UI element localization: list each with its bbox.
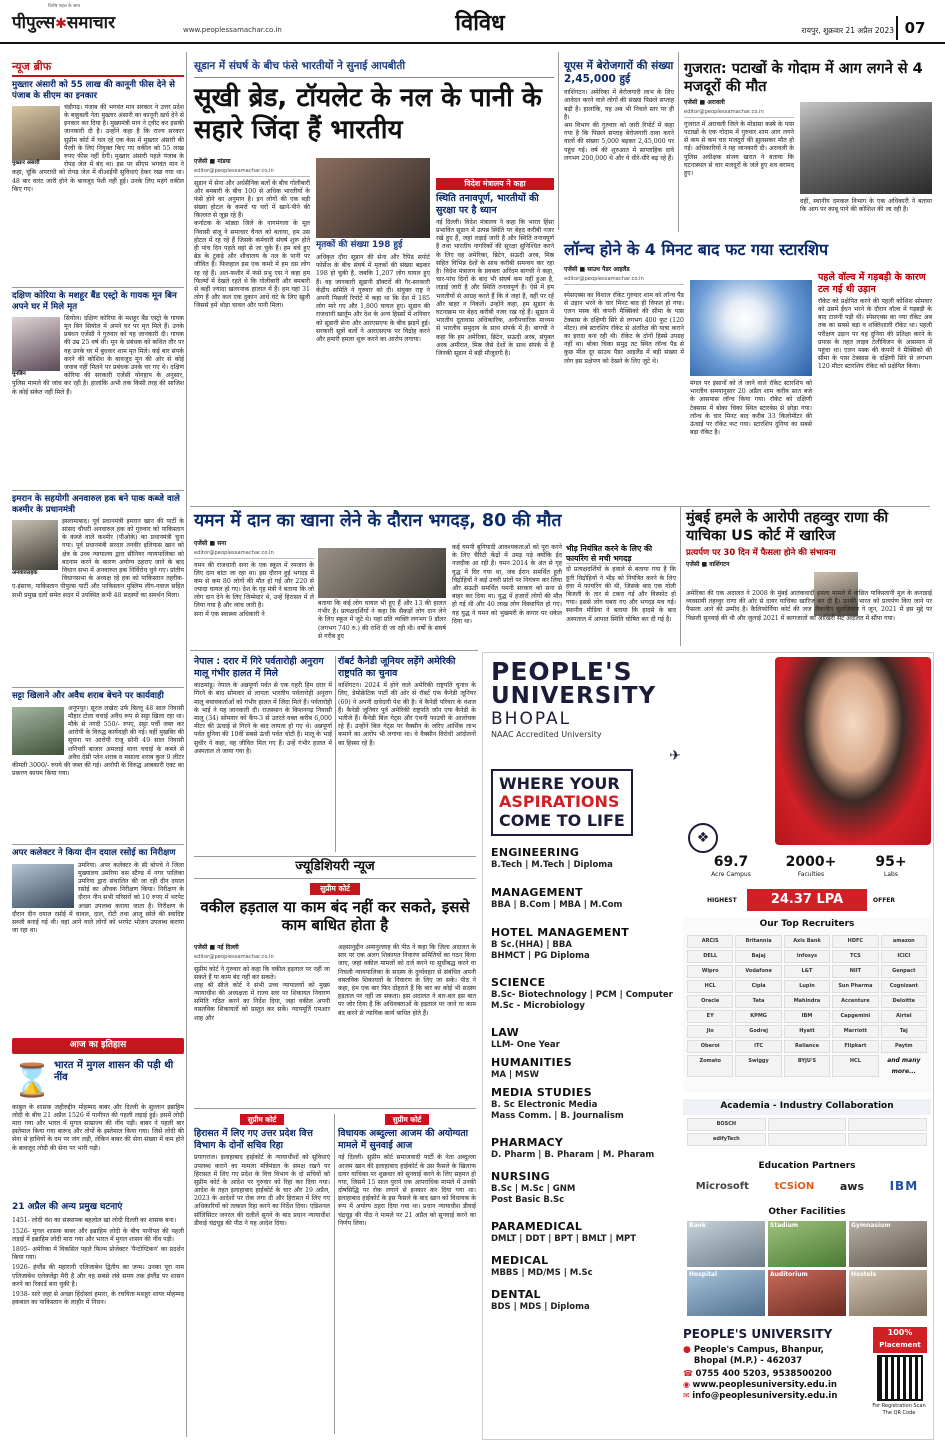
recruiter-logo: EY [687, 1010, 733, 1023]
newspaper-logo[interactable] [12, 4, 172, 40]
course-sub: BBA | B.Com | MBA | M.Com [491, 900, 623, 911]
facility-label: Stadium [770, 1221, 799, 1229]
starship-photo [690, 280, 812, 376]
ad-contact [683, 1327, 931, 1437]
recruiter-logo: Capgemini [832, 1010, 878, 1023]
ad-stats [693, 853, 931, 889]
satta-photo [12, 707, 64, 755]
judiciary-label: ज्यूडिशियरी न्यूज [194, 856, 476, 879]
placement-label: Placement [879, 1341, 921, 1349]
brief-item-moonbin[interactable] [12, 291, 184, 487]
recruiter-logo: Sun Pharma [832, 980, 878, 993]
sudan-story [194, 60, 554, 500]
history-headline[interactable]: भारत में मुगल शासन की पड़ी थी नींव [54, 1059, 174, 1084]
yemen-sub-text: दो प्रत्यक्षदर्शियों के हवाले से बताया गया है कि हूती विद्रोहियों ने भीड़ को नियंत्रित करने के लिए हवा में फायरिंग की थी, जिसके बाद एक गोली बिजली के तार से टकरा गई और विस्फोट हो गया। इससे लोग घबरा गए और भगदड़ मच गई। स्थानीय मीडिया ने बताया कि हादसे के बाद अस्पताल में आपात स्थिति घोषित कर दी गई है। [566, 566, 676, 623]
recruiter-logo: Wipro [687, 965, 733, 978]
sudan-photo [316, 158, 430, 238]
facility-label: Hospital [689, 1270, 718, 1278]
course-title: MEDICAL [491, 1253, 549, 1267]
collab-logo [848, 1118, 927, 1131]
facility-label: Bank [689, 1221, 706, 1229]
recruiter-logo: BYJU'S [784, 1055, 830, 1077]
sudan-kicker: सूडान में संघर्ष के बीच फंसे भारतीयों ने सुनाई आपबीती [194, 60, 554, 78]
brief-text: सियोल। दक्षिण कोरिया के मशहूर बैंड एस्ट्रो के गायक मून बिन सियोल में अपने घर पर मृत मिले हैं। उनके प्रबंधन एजेंसी ने गुरुवार को यह जानकारी दी। गायक की उम्र 25 वर्ष थी। मून के प्रबंधक को कथित तौर पर वह उनके घर में बुधवार शाम मृत मिले। कई बार संपर्क करने की कोशिश के बावजूद मून की ओर से कोई जवाब नहीं मिलने पर प्रबंधक उनके घर गए थे। दक्षिण कोरिया की सरकारी एजेंसी योनहाप के अनुसार, पुलिस मामले की जांच कर रही है। हालांकि अभी तक किसी तरह की साजिश के कोई संकेत नहीं मिले हैं। [12, 314, 184, 396]
starship-email[interactable]: editor@peoplessamachar.co.in [564, 276, 684, 285]
yemen-story [194, 510, 676, 648]
rana-text: अमेरिका की एक अदालत ने 2008 के मुंबई आतंकवादी हमला मामले में वांछित पाकिस्तानी मूल के कनाडाई व्यवसायी तहव्वुर राणा की ओर से दायर याचिका खारिज कर दी है। उनकी भारत को प्रत्यर्पण किए जाने पर फैसला आने की उम्मीद है। कैलिफोर्निया कोर्ट की जज जैकलीन चूलजियान ने जून, 2021 में इस मुद्दे पर पिछली सुनवाई की थी और जुलाई 2021 में कागजातों का आखिरी सेट अदालत में सौंपा गया। [686, 590, 932, 622]
sc2-tag: सुप्रीम कोर्ट [240, 1114, 285, 1125]
sudan-headline[interactable]: सूखी ब्रेड, टॉयलेट के नल के पानी के सहारे जिंदा हैं भारतीय [194, 82, 542, 146]
masthead [0, 0, 945, 44]
starship-byline: एजेंसी ■ साउथ पैडर आइलैंड [564, 266, 630, 273]
stat-label: Labs [884, 871, 898, 879]
collab-logo: edifyTech [687, 1133, 766, 1146]
nepal-story [194, 656, 332, 852]
offer-value: 24.37 LPA [747, 889, 867, 911]
nepal-headline[interactable]: नेपाल : दरार में गिरे पर्वतारोही अनुराग मालू गंभीर हालत में मिले [194, 656, 324, 679]
brief-headline[interactable]: मुख्तार अंसारी को 55 लाख की कानूनी फीस देने से पंजाब के सीएम का इनकार [12, 80, 175, 101]
placement-pct: 100% [887, 1328, 913, 1337]
logo-tagline: विशेष पहल के साथ [48, 4, 81, 9]
judiciary-col2: अहसानुद्दीन अमानुल्लाह की पीठ ने कहा कि जिला अदालत के स्तर पर एक अलग शिकायत निवारण समितियों का गठन किया जाए, जहां वकील मामलों को दर्ज करने या सूचीबद्ध करने या निचली न्यायपालिका के सदस्य के दुर्व्यवहार से संबंधित अपनी वास्तविक शिकायतों के निवारण के लिए जा सकें। पीठ ने कहा, हम एक बार फिर दोहराते हैं कि बार का कोई भी सदस्य हड़ताल पर नहीं जा सकता। इस अदालत ने बार-बार इस बात पर जोर दिया है कि अधिवक्ताओं के हड़ताल पर जाने या काम बंद करने से न्यायिक कार्य बाधित होते हैं। [338, 944, 476, 1017]
sc3-tag: सुप्रीम कोर्ट [385, 1114, 430, 1125]
judiciary-section [194, 856, 476, 1440]
moonbin-photo [12, 317, 60, 371]
news-brief-label: न्यूज ब्रीफ [12, 60, 184, 77]
partner-logo: tCSiON [774, 1181, 815, 1193]
many-more-label: and many more... [887, 1056, 921, 1075]
collab-logo [768, 1133, 847, 1146]
slogan-line3: COME TO LIFE [499, 810, 625, 830]
us-jobs-headline[interactable]: यूएस में बेरोजगारों की संख्या 2,45,000 हुई [564, 60, 674, 86]
facility-label: Hostels [851, 1270, 877, 1278]
placement-badge [873, 1327, 927, 1353]
photo-caption: मूनबिन [12, 370, 26, 377]
history-event: 1451- लोदी वंश का संस्थापक बहलोल खां लोदी दिल्ली का शासक बना। [12, 1217, 177, 1225]
course-item[interactable] [491, 886, 681, 926]
recruiter-logo: Zomato [687, 1055, 733, 1077]
recruiter-logo: Airtel [881, 1010, 927, 1023]
stat-value: 95+ [875, 854, 907, 870]
brief-headline[interactable]: दक्षिण कोरिया के मशहूर बैंड एस्ट्रो के गायक मून बिन अपने घर में मिले मृत [12, 291, 177, 312]
course-sub: MA | MSW [491, 1070, 540, 1081]
qr-note: For Registration Scan The QR Code [872, 1403, 926, 1416]
recruiter-logo: IBM [784, 1010, 830, 1023]
slogan-line1: WHERE YOUR [499, 773, 620, 793]
recruiter-logo: Reliance [784, 1040, 830, 1053]
sc3-story [338, 1114, 476, 1440]
recruiters-section [683, 917, 931, 1092]
brief-item-satta[interactable] [12, 691, 184, 841]
page-number: 07 [896, 16, 932, 40]
recruiter-logo: Mahindra [784, 995, 830, 1008]
recruiter-logo: Accenture [832, 995, 878, 1008]
course-sub: B.Tech | M.Tech | Diploma [491, 860, 613, 871]
starship-story [564, 240, 932, 502]
yemen-headline[interactable]: यमन में दान का खाना लेने के दौरान भगदड़, 80 की मौत [194, 511, 562, 531]
sc2-text: प्रयागराज। इलाहाबाद हाईकोर्ट के न्यायाधीशों को सुविधाएं उपलब्ध कराने का मामला मंत्रिमंडल के समक्ष रखने पर हिरासत में लिए गए प्रदेश के वित्त विभाग के दो सचिवों को सुप्रीम कोर्ट के आदेश पर गुरुवार को रिहा कर दिया गया। आदेश के तहत इलाहाबाद हाईकोर्ट के चार और 19 अप्रैल, 2023 के आदेशों पर रोक लगा दी और हिरासत में लिए गए अधिकारियों को तत्काल रिहा करने का निर्देश दिया। एडिशनल सॉलिसिटर जनरल की दलीलें सुनने के बाद प्रधान न्यायाधीश डीवाई चंद्रचूड़ की पीठ ने यह आदेश दिया। [194, 1154, 330, 1227]
university-seal-icon: ❖ [688, 823, 718, 853]
starship-sidebar [818, 272, 932, 500]
course-item[interactable] [491, 1220, 681, 1254]
logo-left: पीपुल्स [12, 13, 56, 33]
recruiter-logo: ICICI [881, 950, 927, 963]
recruiter-logo: Bajaj [735, 950, 781, 963]
starship-side-headline[interactable]: पहले वॉल्व में गड़बड़ी के कारण टल गई थी उड़ान [818, 272, 926, 295]
recruiter-logo: ARCIS [687, 935, 733, 948]
history-event: 1526- मुगल शासक बाबर और इब्राहिम लोदी के बीच पानीपत की पहली लड़ाई में इब्राहिम लोदी मारा गया और भारत में मुगल शासन की नींव पड़ी। [12, 1227, 184, 1243]
recruiter-logo: ITC [735, 1040, 781, 1053]
yemen-col1: यमन की राजधानी सना के एक स्कूल में रमजान के लिए दान बांटा जा रहा था। इस दौरान हुई भगदड़ में कम से कम 80 लोगों की मौत हो गई और 220 से ज्यादा घायल हो गए। देश के गृह मंत्री ने बताया कि जो लोग दान देने के लिए जिम्मेदार थे, उन्हें हिरासत में ले लिया गया है और जांच जारी है। सना में एक स्वास्थ्य अधिकारी ने [194, 561, 315, 618]
course-title: PARAMEDICAL [491, 1219, 583, 1233]
ad-phone[interactable]: 0755 400 5203, 9538500200 [695, 1368, 832, 1379]
course-title: NURSING [491, 1169, 550, 1183]
highest-offer-banner [707, 889, 915, 911]
recruiter-logo: Oberoi [687, 1040, 733, 1053]
ansari-photo [12, 106, 60, 160]
recruiter-logo: NIIT [832, 965, 878, 978]
brief-item-rasoi[interactable] [12, 848, 184, 998]
news-brief-column [12, 60, 184, 1033]
brief-item-ansari[interactable] [12, 80, 184, 284]
stat-label: Faculties [797, 871, 825, 879]
recruiter-grid [683, 933, 931, 1079]
section-title: विविध [455, 11, 505, 36]
course-item[interactable] [491, 1086, 681, 1136]
course-title: PHARMACY [491, 1135, 564, 1149]
recruiter-logo: Deloitte [881, 995, 927, 1008]
ad-naac: NAAC Accredited University [491, 730, 602, 740]
judiciary-headline[interactable]: वकील हड़ताल या काम बंद नहीं कर सकते, इससे काम बाधित होता है [200, 897, 470, 935]
gujarat-text2: वहीं, स्थानीय दमकल विभाग के एक अधिकारी ने बताया कि आग पर काबू पाने की कोशिश की जा रही है। [800, 198, 932, 214]
globe-icon: ◉ [683, 1379, 693, 1389]
hourglass-icon: ⌛ [12, 1060, 52, 1099]
recruiter-logo: Oracle [687, 995, 733, 1008]
recruiter-logo: Axis Bank [784, 935, 830, 948]
course-sub: B.Sc | M.Sc | GNM Post Basic B.Sc [491, 1184, 576, 1206]
brief-item-anwarul[interactable] [12, 494, 184, 684]
facility-tile [687, 1221, 765, 1267]
starship-col1: स्पेसएक्स का विशाल रॉकेट गुरुवार शाम को लॉन्च पैड से उड़ान भरने के चार मिनट बाद ही विफल हो गया। एलन मस्क की कंपनी मैक्सिको की सीमा के पास टेक्सास के दक्षिणी सिरे से लगभग 400 फुट (120 मीटर) लंबे स्टारशिप रॉकेट से अंतरिक्ष की यात्रा कराने का इरादा बना रही थी। रॉकेट के दोनों हिस्से उपग्रह नहीं था। बोका चिका समुद्र तट स्थित लॉन्च पैड से कुछ मील दूर साउथ पैडर आइलैंड में बड़ी संख्या में लोग इस प्रक्षेपण को देखने के लिए जुटे थे। [564, 292, 684, 365]
qr-code-icon[interactable] [879, 1357, 921, 1399]
address-line2: Bhopal (M.P.) - 462037 [693, 1355, 803, 1366]
recruiter-logo: TCS [832, 950, 878, 963]
course-item[interactable] [491, 1288, 681, 1322]
rana-byline: एजेंसी ■ वाशिंगटन [686, 561, 730, 569]
history-box [12, 1038, 184, 1438]
footer-name: PEOPLE'S UNIVERSITY [683, 1327, 833, 1341]
recruiter-logo: L&T [784, 965, 830, 978]
recruiter-logo: Lupin [784, 980, 830, 993]
sudan-photo-caption: मृतकों की संख्या 198 हुई [316, 240, 403, 250]
slogan-box [491, 769, 633, 836]
recruiter-logo: DELL [687, 950, 733, 963]
ad-name-line2: UNIVERSITY [491, 683, 657, 709]
course-title: DENTAL [491, 1287, 541, 1301]
gujarat-email[interactable]: editor@peoplessamachar.co.in [684, 109, 794, 118]
recruiter-logo: HCL [687, 980, 733, 993]
brief-headline[interactable]: सट्टा खिलाने और अवैध शराब बेचने पर कार्यवाही [12, 691, 164, 702]
judiciary-col1: सुप्रीम कोर्ट ने गुरुवार को कहा कि वकील हड़ताल पर नहीं जा सकते हैं या काम बंद नहीं कर सकते। शाह श्री सीजे कोर्ट ने सभी उच्च न्यायालयों को मुख्य न्यायाधीश की अध्यक्षता में राज्य स्तर पर शिकायत निवारण समिति गठित करने का निर्देश दिया, जहां वकील अपनी वास्तविक शिकायतों को प्रस्तुत कर सकें। न्यायमूर्ति एमआर शाह और [194, 965, 330, 1022]
rasoi-photo [12, 864, 74, 908]
yemen-photo [318, 548, 446, 598]
dateline: रायपुर, शुक्रवार 21 अप्रैल 2023 [801, 26, 894, 35]
history-events [12, 1217, 184, 1447]
ad-email[interactable]: info@peoplesuniversity.edu.in [692, 1390, 838, 1401]
history-label: आज का इतिहास [12, 1038, 184, 1054]
recruiter-logo: Godrej [735, 1025, 781, 1038]
course-item[interactable] [491, 1170, 681, 1220]
course-sub: LLM- One Year [491, 1040, 560, 1051]
recruiter-logo: Genpact [881, 965, 927, 978]
yemen-photo-caption: बताया कि कई लोग घायल भी हुए हैं और 13 की हालत गंभीर है। प्रत्यक्षदर्शियों ने कहा कि सैकड़ों लोग दान लेने के लिए स्कूल में जुटे थे। यहां प्रति व्यक्ति लगभग 9 डॉलर (लगभग 740 रु.) की राशि दी जा रही थी। वर्षों के संघर्ष से गरीब हुए [318, 600, 446, 640]
sudan-byline: एजेंसी ■ मांडया [194, 158, 231, 165]
yemen-sub-story [566, 544, 676, 648]
kennedy-story [338, 656, 476, 852]
history-text: काबुल के शासक जहीरुद्दीन मोहम्मद बाबर और दिल्ली के सुल्तान इब्राहिम लोदी के बीच 21 अप्रैल 1526 में पानीपत की पहली लड़ाई हुई। इसमें लोदी मारा गया और भारत में मुगल साम्राज्य की नींव पड़ी। बाबर ने पहली बार इस्तेमाल किया गया बारूद और तोपों के इस्तेमाल किया गया। जिसे लोदी की सेना से हाथियों के दम पर जंग लड़ी, लेकिन बाबर की सेना संख्या में कम होने के बावजूद लोदी की सेना पर भारी पड़ी। [12, 1103, 184, 1152]
stat-label: Acre Campus [711, 871, 751, 879]
kennedy-headline[interactable]: रॉबर्ट कैनेडी जूनियर लड़ेंगे अमेरिकी राष्ट्रपति का चुनाव [338, 656, 456, 679]
recruiter-logo: Jio [687, 1025, 733, 1038]
partner-logo: Microsoft [695, 1181, 749, 1193]
facility-label: Auditorium [770, 1270, 808, 1278]
recruiter-logo: Taj [881, 1025, 927, 1038]
rana-headline[interactable]: मुंबई हमले के आरोपी तहव्वुर राणा की याचिका US कोर्ट में खारिज [686, 510, 889, 544]
starship-headline[interactable]: लॉन्च होने के 4 मिनट बाद फट गया स्टारशिप [564, 240, 829, 259]
facility-tile [687, 1270, 765, 1316]
slogan-line2: ASPIRATIONS [499, 792, 620, 812]
sudan-email[interactable]: editor@peoplessamachar.co.in [194, 168, 310, 177]
partners-title: Education Partners [758, 1161, 856, 1171]
recruiter-logo: Infosys [784, 950, 830, 963]
gujarat-byline: एजेंसी ■ अरावली [684, 99, 725, 107]
collab-title: Academia - Industry Collaboration [683, 1099, 931, 1115]
facility-label: Gymnasium [851, 1221, 891, 1229]
us-jobs-text: वाशिंगटन। अमेरिका में बेरोजगारी लाभ के लिए आवेदन करने वाले लोगों की संख्या पिछले सप्ताह बढ़ी है। हालांकि, यह अब भी निचले स्तर पर ही है। श्रम विभाग की गुरुवार को जारी रिपोर्ट में कहा गया है कि पिछले सप्ताह बेरोजगारी दावा करने वालों की संख्या 5,000 बढ़कर 2,45,000 पर पहुंच गई। वर्ष की शुरुआत में साप्ताहिक दावे लगभग 200,000 थे और ये धीरे-धीरे बढ़ रहे हैं। [564, 89, 674, 162]
paper-plane-icon: ✈ [669, 747, 681, 764]
recruiter-logo: Tata [735, 995, 781, 1008]
mea-text: नई दिल्ली। विदेश मंत्रालय ने कहा कि भारत हिंसा प्रभावित सूडान में उत्पन्न स्थिति पर बेहद करीबी नजर रखे हुए हैं, जहां लड़ाई जारी है और स्थिति तनावपूर्ण है तथा भारतीय नागरिकों की सुरक्षा सुनिश्चित करने के लिए वह अमेरिका, ब्रिटेन, सऊदी अरब, मिस्र सहित विभिन्न देशों के साथ करीबी समन्वय कर रहा है। विदेश मंत्रालय के प्रवक्ता अरिंदम बागची ने कहा, चार-पांच दिनों के बाद भी संघर्ष कम नहीं हुआ है, लड़ाई जारी है और स्थिति तनावपूर्ण है। ऐसे में हम भारतीयों से आग्रह करते हैं कि वे जहां हैं, वहीं पर रहें और बाहर न निकलें। उन्होंने कहा, हम सूडान के घटनाक्रम पर बेहद करीबी नजर रख रहे हैं। सूडान में भारतीय दूतावास अधिकारिक, अनौपचारिक माध्यम से भारतीय समुदाय के साथ संपर्क में है। बागची ने कहा कि हम अमेरिका, ब्रिटेन, सऊदी अरब, संयुक्त अरब अमीरात, मिस्र जैसे देशों के साथ संपर्क में हैं जिनकी सूडान में बड़ी मौजूदगी है। [436, 218, 554, 357]
starship-side-text: रॉकेट को प्रक्षेपित करने की पहली कोशिश सोमवार को उसमें ईंधन भरने के दौरान वॉल्व में गड़बड़ी के बाद टालनी पड़ी थी। स्पेसएक्स का नया रॉकेट अब तक का सबसे बड़ा व शक्तिशाली रॉकेट था। पहली परीक्षण उड़ान पर यह दुनिया की प्रतिक्षा करने के प्रयास के तहत लाइव टेलीविजन के आसमान में पहुंचा था। एलन मस्क की कंपनी ने मैक्सिको की सीमा के पास टेक्सास के दक्षिणी सिरे से लगभग 120 मीटर स्टारशिप रॉकेट को प्रक्षेपित किया। [818, 297, 932, 371]
recruiter-logo: Flipkart [832, 1040, 878, 1053]
stat-value: 2000+ [785, 854, 837, 870]
ad-name-line1: PEOPLE'S [491, 657, 633, 686]
gujarat-headline[interactable]: गुजरात: पटाखों के गोदाम में आग लगने से 4 मजदूरों की मौत [684, 61, 923, 96]
history-event: 1926- इंग्लैंड की महारानी एलिजाबेथ द्वितीय का जन्म। उनका पूरा नाम एलिजाबेथ एलेक्जेंड्रा मैरी है और वह सबसे लंबे समय तक इंग्लैंड पर शासन करने का रिकार्ड बना चुकी है। [12, 1264, 184, 1288]
recruiter-logo: Swiggy [735, 1055, 781, 1077]
ad-web[interactable]: www.peoplesuniversity.edu.in [692, 1379, 837, 1390]
brief-headline[interactable]: अपर कलेक्टर ने किया दीन दयाल रसोई का निरीक्षण [12, 848, 176, 859]
course-item[interactable] [491, 926, 681, 976]
course-title: HOTEL MANAGEMENT [491, 925, 630, 939]
sc3-text: नई दिल्ली। सुप्रीम कोर्ट समाजवादी पार्टी के नेता अब्दुल्ला आजम खान की इलाहाबाद हाईकोर्ट के उस फैसले के खिलाफ दायर याचिका पर शुक्रवार को सुनवाई करने के लिए सहमत हो गया, जिसमें 15 साल पुराने एक आपराधिक मामले में उनकी दोषसिद्धि पर रोक लगाने से इनकार कर दिया गया था। इलाहाबाद हाईकोर्ट के इस फैसले के बाद खान को विधायक के रूप में अयोग्य ठहरा दिया गया था। प्रधान न्यायाधीश डीवाई चंद्रचूड़ की पीठ ने मामले पर 21 अप्रैल को सुनवाई करने का निर्णय लिया। [338, 1154, 476, 1227]
course-sub: B Sc.(HHA) | BBA BHMCT | PG Diploma [491, 940, 590, 962]
sc3-headline[interactable]: विधायक अब्दुल्ला आजम की अयोग्यता मामले में सुनवाई आज [338, 1128, 468, 1151]
judiciary-tag: सुप्रीम कोर्ट [310, 883, 360, 895]
recruiter-logo: Marriott [832, 1025, 878, 1038]
partner-logo: IBM [889, 1178, 919, 1193]
mea-box [436, 178, 554, 500]
ad-city: BHOPAL [491, 709, 572, 730]
recruiter-logo: HDFC [832, 935, 878, 948]
phone-icon: ☎ [683, 1368, 696, 1378]
recruiter-logo: Britannia [735, 935, 781, 948]
course-title: ENGINEERING [491, 845, 580, 859]
brief-text: उमरिया। अपर कलेक्टर के सी बोपचे ने जिला मुख्यालय उमरिया बस स्टैण्ड में नगर पालिका उमरिया द्वारा संचालित की जा रही दीन दयाल रसोई का औचक निरीक्षण किया। निरीक्षण के दौरान नीन सभी परिसरों को 10 रुपए में भरपेट अच्छा उपलब्ध कराया जाता है। निरीक्षण के दौरान दीन दयाल रसोई में चावल, दाल, रोटी तथा आलू छोले की स्वादिष्ट सब्जी बनाई गई थी। वहां आने वाले लोगों को भरपेट भोजन उपलब्ध कराया जा रहा था। [12, 861, 184, 935]
logo-right: समाचार [66, 13, 116, 33]
facility-tile [849, 1270, 927, 1316]
course-item[interactable] [491, 1056, 681, 1086]
partners-section [683, 1159, 931, 1203]
mail-icon: ✉ [683, 1390, 693, 1400]
sc2-story [194, 1114, 330, 1440]
photo-caption: अनवारुलहक [12, 569, 38, 576]
history-sub-headline: 21 अप्रैल की अन्य प्रमुख घटनाएं [12, 1201, 123, 1212]
course-item[interactable] [491, 846, 681, 886]
collab-logo [768, 1118, 847, 1131]
peoples-university-ad[interactable] [482, 652, 934, 1440]
recruiter-logo: KPMG [735, 1010, 781, 1023]
yemen-sub-headline[interactable]: भीड़ नियंत्रित करने के लिए की फायरिंग से मची भगदड़ [566, 544, 676, 564]
course-item[interactable] [491, 1254, 681, 1288]
course-title: MANAGEMENT [491, 885, 583, 899]
sc2-headline[interactable]: हिरासत में लिए गए उत्तर प्रदेश वित्त विभाग के दोनों सचिव रिहा [194, 1128, 313, 1151]
recruiter-logo: Vodafone [735, 965, 781, 978]
yemen-email[interactable]: editor@peoplessamachar.co.in [194, 550, 314, 559]
mea-tag: विदेश मंत्रालय ने कहा [436, 178, 554, 190]
collab-grid [683, 1115, 931, 1149]
course-sub: BDS | MDS | Diploma [491, 1302, 590, 1313]
collab-logo [848, 1133, 927, 1146]
us-jobs-story [564, 60, 674, 232]
course-title: MEDIA STUDIES [491, 1085, 592, 1099]
sudan-col1: सूडान में सेना और अर्धसैनिक बलों के बीच गोलीबारी और बमबारी के बीच 100 से अधिक भारतीयों के फंसे होने का अनुमान है। इन लोगों की एक बड़ी संख्या होटल के कमरों या घरों में खाने-पीने की किल्लत से जूझ रहे हैं। कर्नाटक के मांड्या जिले के नागमंगला के मूल निवासी संजू ने समाचार चैनल को बताया, हम उस होटल में रह रहे हैं जिसके कर्मचारी संघर्ष शुरू होते ही पांच दिन पहले वहां से जा चुके हैं। हम बचे हुए ब्रेड के टुकड़े और शौचालय के नल के पानी पर जीवित हैं। फिलहाल इस एक कमरे में हम दस लोग रह रहे हैं। अल-फशीर में फंसे प्रभु एस ने कहा हम फिल्मों में देखते रहते थे कि गोलीबारी और बमबारी से कहीं ज्यादा खतरनाक हालात में हैं। हम यहां 31 लोग हैं और कल एक दुकान आधे घंटे के लिए खुली जिससे हमें थोड़ा चावल और पानी मिला। [194, 179, 310, 310]
anwarul-photo [12, 520, 58, 570]
brief-text: चंडीगढ़। पंजाब की भगवंत मान सरकार ने उत्तर प्रदेश के बाहुबली नेता मुख्तार अंसारी का कानूनी खर्च देने से इनकार कर दिया है। मुख्यमंत्री मान ने ट्वीट कर इसकी जानकारी दी है। उन्होंने कहा है कि राज्य सरकार सुप्रीम कोर्ट में चल रहे एक केस में मुख्तार अंसारी की पैरवी के लिए नियुक्त किए गए वकील को 55 लाख रुपए फीस नहीं देगी। मुख्तार अंसारी पहले पंजाब के रोपड़ जेल में बंद था। इस पर सीएम भगवंत मान ने कहा, चूंकि अपराधी को रोपड़ जेल में वीआईपी सुविधाएं देकर रखा गया था। 48 बार वारंट जारी होने के बावजूद पेशी नहीं हुई। उनके लिए महंगे वकील किए गए। [12, 103, 184, 193]
recruiter-logo: Cipla [735, 980, 781, 993]
course-title: LAW [491, 1025, 520, 1039]
partner-logo: aws [839, 1179, 864, 1193]
course-list [491, 846, 681, 1322]
course-sub: MBBS | MD/MS | M.Sc [491, 1268, 593, 1279]
facility-tile [849, 1221, 927, 1267]
brief-text: अनूपपुर। सूरज लखेरा उर्फ बिल्लू 48 साल निवासी मौहार टोला चचाई अवैध रूप से सट्टा खिला रहा था। मौके से नगदी 550/- रुपए, सट्टा पर्ची जब्त कर आरोपी के विरुद्ध कार्यवाही की गई। वहीं मुखबिर की सूचना पर आरोपी राजू सोनी 49 साल निवासी शनिचरी बाजार अमलाई थाना चचाई के कब्जे से अवैध देसी प्लेन शराब व मसाला शराब कुल 9 लीटर कीमती 3000/- रुपये की जब्त की गई। आरोपी के विरुद्ध आबकारी एक्ट का प्रकरण कायम किया गया। [12, 704, 184, 778]
gujarat-fire-photo [800, 102, 932, 194]
collab-logo: BOSCH [687, 1118, 766, 1131]
course-item[interactable] [491, 1136, 681, 1170]
kennedy-text: वाशिंगटन। 2024 में होने वाले अमेरिकी राष्ट्रपति चुनाव के लिए, डेमोक्रेटिक पार्टी की ओर से रॉबर्ट एफ कैनेडी जूनियर (69) ने अपनी दावेदारी पेश की है। वे कैनेडी परिवार के वंशज हैं। कैनेडी जूनियर पूर्व अमेरिकी राष्ट्रपति जॉन एफ कैनेडी के भतीजे हैं। कैनेडी बिल गेट्स और एंथनी फाउची के आलोचक रहे हैं। उन्होंने बिल गेट्स पर वैक्सीन के जरिए आर्थिक लाभ कमाने का आरोप भी लगाया था। वे वैक्सीन विरोधी आंदोलनों का हिस्सा रहे हैं। [338, 682, 476, 747]
collab-section [683, 1099, 931, 1155]
mea-headline[interactable]: स्थिति तनावपूर्ण, भारतीयों की सुरक्षा पर है ध्यान [436, 193, 539, 216]
facility-tile [768, 1270, 846, 1316]
facilities-section [683, 1205, 931, 1323]
nepal-text: काठमांडू। नेपाल के अन्नपूर्णा पर्वत से एक गहरी हिम दरार में गिरने के बाद सोमवार से लापता भारतीय पर्वतारोही अनुराग मालू बचावकर्ताओं को गंभीर हालत में जिंदा मिले हैं। पर्वतारोही के भाई ने यह जानकारी दी। राजस्थान के किशनगढ़ निवासी मालू (34) सोमवार को कैंप-3 से उतरते वक्त करीब 6,000 मीटर की ऊंचाई से गिरने के बाद लापता हो गए थे। अन्नपूर्णा पर्वत दुनिया की 10वीं सबसे ऊंची पर्वत चोटी है। मालू के भाई सुधीर ने कहा, वह जीवित मिल गए हैं। उन्हें गंभीर हालत में अस्पताल ले जाया गया है। [194, 682, 332, 755]
course-sub: B.Sc- Biotechnology | PCM | Computer M.Sc - Microbiology [491, 990, 673, 1012]
gujarat-story [684, 60, 932, 234]
address-line1: People's Campus, Bhanpur, [693, 1344, 824, 1355]
location-icon: ● [683, 1344, 691, 1355]
recruiter-logo: amazon [881, 935, 927, 948]
recruiter-logo: Paytm [881, 1040, 927, 1053]
rana-story [686, 510, 932, 648]
course-title: SCIENCE [491, 975, 546, 989]
course-sub: B. Sc Electronic Media Mass Comm. | B. Journalism [491, 1100, 624, 1122]
starship-col2: मंगल पर इंसानों को ले जाने वाले रॉकेट स्टारशिप को भारतीय समयानुसार 20 अप्रैल शाम करीब सात बजे के आसपास लॉन्च किया गया। रॉकेट को दक्षिणी टेक्सास में बोका चिका स्थित स्टारबेस से छोड़ा गया। लॉन्च के चार मिनट बाद करीब 33 किलोमीटर की ऊंचाई पर रॉकेट फट गया। स्टारशिप दुनिया का सबसे बड़ा रॉकेट है। [690, 380, 812, 437]
judiciary-byline: एजेंसी ■ नई दिल्ली [194, 944, 239, 951]
history-event: 1895- अमेरिका में विकसित पहले फिल्म प्रोजेक्टर 'पैन्टोप्टिकन' का प्रदर्शन किया गया। [12, 1245, 184, 1262]
course-sub: DMLT | DDT | BPT | BMLT | MPT [491, 1234, 637, 1245]
stat-value: 69.7 [713, 854, 749, 870]
course-item[interactable] [491, 1026, 681, 1056]
rana-sub: प्रत्यर्पण पर 30 दिन में फैसला होने की संभावना [686, 548, 836, 559]
recruiter-logo: HCL [832, 1055, 878, 1077]
sudan-col3: अधिकृत दौरा सूडान की सेना और रैपिड सपोर्ट फोर्सेज के बीच संघर्ष में मृतकों की संख्या बढ़कर 198 हो चुकी है, जबकि 1,207 लोग घायल हुए हैं। वह जानकारी सूडानी डॉक्टरों की गैर-सरकारी केंद्रीय समिति ने गुरुवार को दी। संयुक्त राष्ट्र ने अपनी पिछली रिपोर्ट में कहा था कि देश में 185 लोग मारे गए और 1,800 घायल हुए। सूडान की राजधानी खार्तूम और देश के अन्य हिस्सों में शनिवार को सूडानी सेना और आरएसएफ के बीच झड़पें हुई। सरकारी सूत्रों बलों ने आरएसएफ पर विद्रोह करने और हमारी हमला शुरू करने का आरोप लगाया। [316, 254, 430, 343]
site-url[interactable]: www.peoplessamachar.co.in [183, 26, 282, 34]
logo-dot-icon: ✱ [55, 16, 67, 32]
history-event: 1938- सारे जहां से अच्छा हिंदोस्तां हमारा, के रचयिता मशहूर शायर मोहम्मद इकबाल का पाकिस्तान के लाहौर में निधन। [12, 1290, 184, 1307]
course-item[interactable] [491, 976, 681, 1026]
course-title: HUMANITIES [491, 1055, 572, 1069]
offer-right: OFFER [873, 897, 896, 904]
brief-text: इस्लामाबाद। पूर्व प्रधानमंत्री इमरान खान की पार्टी के सांसद चौधरी अनवारुल हक को गुरुवार को पाकिस्तान के कब्जे वाले कश्मीर (पीओके) का प्रधानमंत्री चुना गया। पूर्व प्रधानमंत्री सरदार तनवीर इलियास खान को क्षेत्र के उच्च न्यायालय द्वारा सीनियर न्यायपालिका को बदनाम करने के कारण अयोग्य ठहराए जाने के बाद विधान सभा में अनवारुल हक निर्विरोध चुने गए। प्रांतीय विधानसभा के अध्यक्ष रहे हक को पाकिस्तान तहरीक-ए-इंसाफ, पाकिस्तान पीपुल्स पार्टी और पाकिस्तान मुस्लिम लीग-नवाज सहित सभी प्रमुख दलों समेत सदन में उपस्थित सभी 48 सदस्यों का समर्थन मिला। [12, 517, 184, 599]
gujarat-text: गुजरात में अरावली जिले के मोडासा कस्बे के पास पटाखों के एक गोदाम में गुरुवार शाम आग लगने से कम से कम चार मजदूरों की झुलसकर मौत हो गई। अधिकारियों ने यह जानकारी दी। अरावली के पुलिस अधीक्षक संजय खरात ने बताया कि घटनास्थल से चार मजदूरों के जले हुए शव बरामद हुए। [684, 120, 794, 177]
facilities-title: Other Facilities [768, 1207, 846, 1217]
offer-left: HIGHEST [707, 897, 737, 904]
recruiters-title: Our Top Recruiters [759, 919, 855, 929]
facility-tile [768, 1221, 846, 1267]
photo-caption: मुख्तार अंसारी [12, 159, 40, 166]
yemen-col3: कई यमनी बुनियादी आवश्यकताओं को पूरा करने के लिए चैरिटी केंद्रों में उमड़ पड़े क्योंकि ईद नजदीक आ रही है। यमन 2014 के अंत से गृह युद्ध में घिर गया था, जब ईरान समर्थित हूती विद्रोहियों ने कई उत्तरी प्रांतों पर नियंत्रण कर लिया और सऊदी समर्थित यमनी सरकार को सना से बाहर कर दिया था। युद्ध में हजारों लोगों की मौत हो गई थी और 40 लाख लोग विस्थापित हो गए। यह युद्ध ने यमन को भुखमरी के कगार पर धकेल दिया था। [452, 544, 562, 625]
recruiter-logo: Cognizant [881, 980, 927, 993]
recruiter-logo: Hyatt [784, 1025, 830, 1038]
judiciary-email[interactable]: editor@peoplessamachar.co.in [194, 954, 330, 963]
yemen-byline: एजेंसी ■ सना [194, 540, 227, 547]
brief-headline[interactable]: इमरान के सहयोगी अनवारुल हक बने पाक कब्जे वाले कश्मीर के प्रधानमंत्री [12, 494, 180, 515]
ad-portrait [775, 657, 931, 845]
course-sub: D. Pharm | B. Pharam | M. Pharam [491, 1150, 655, 1161]
